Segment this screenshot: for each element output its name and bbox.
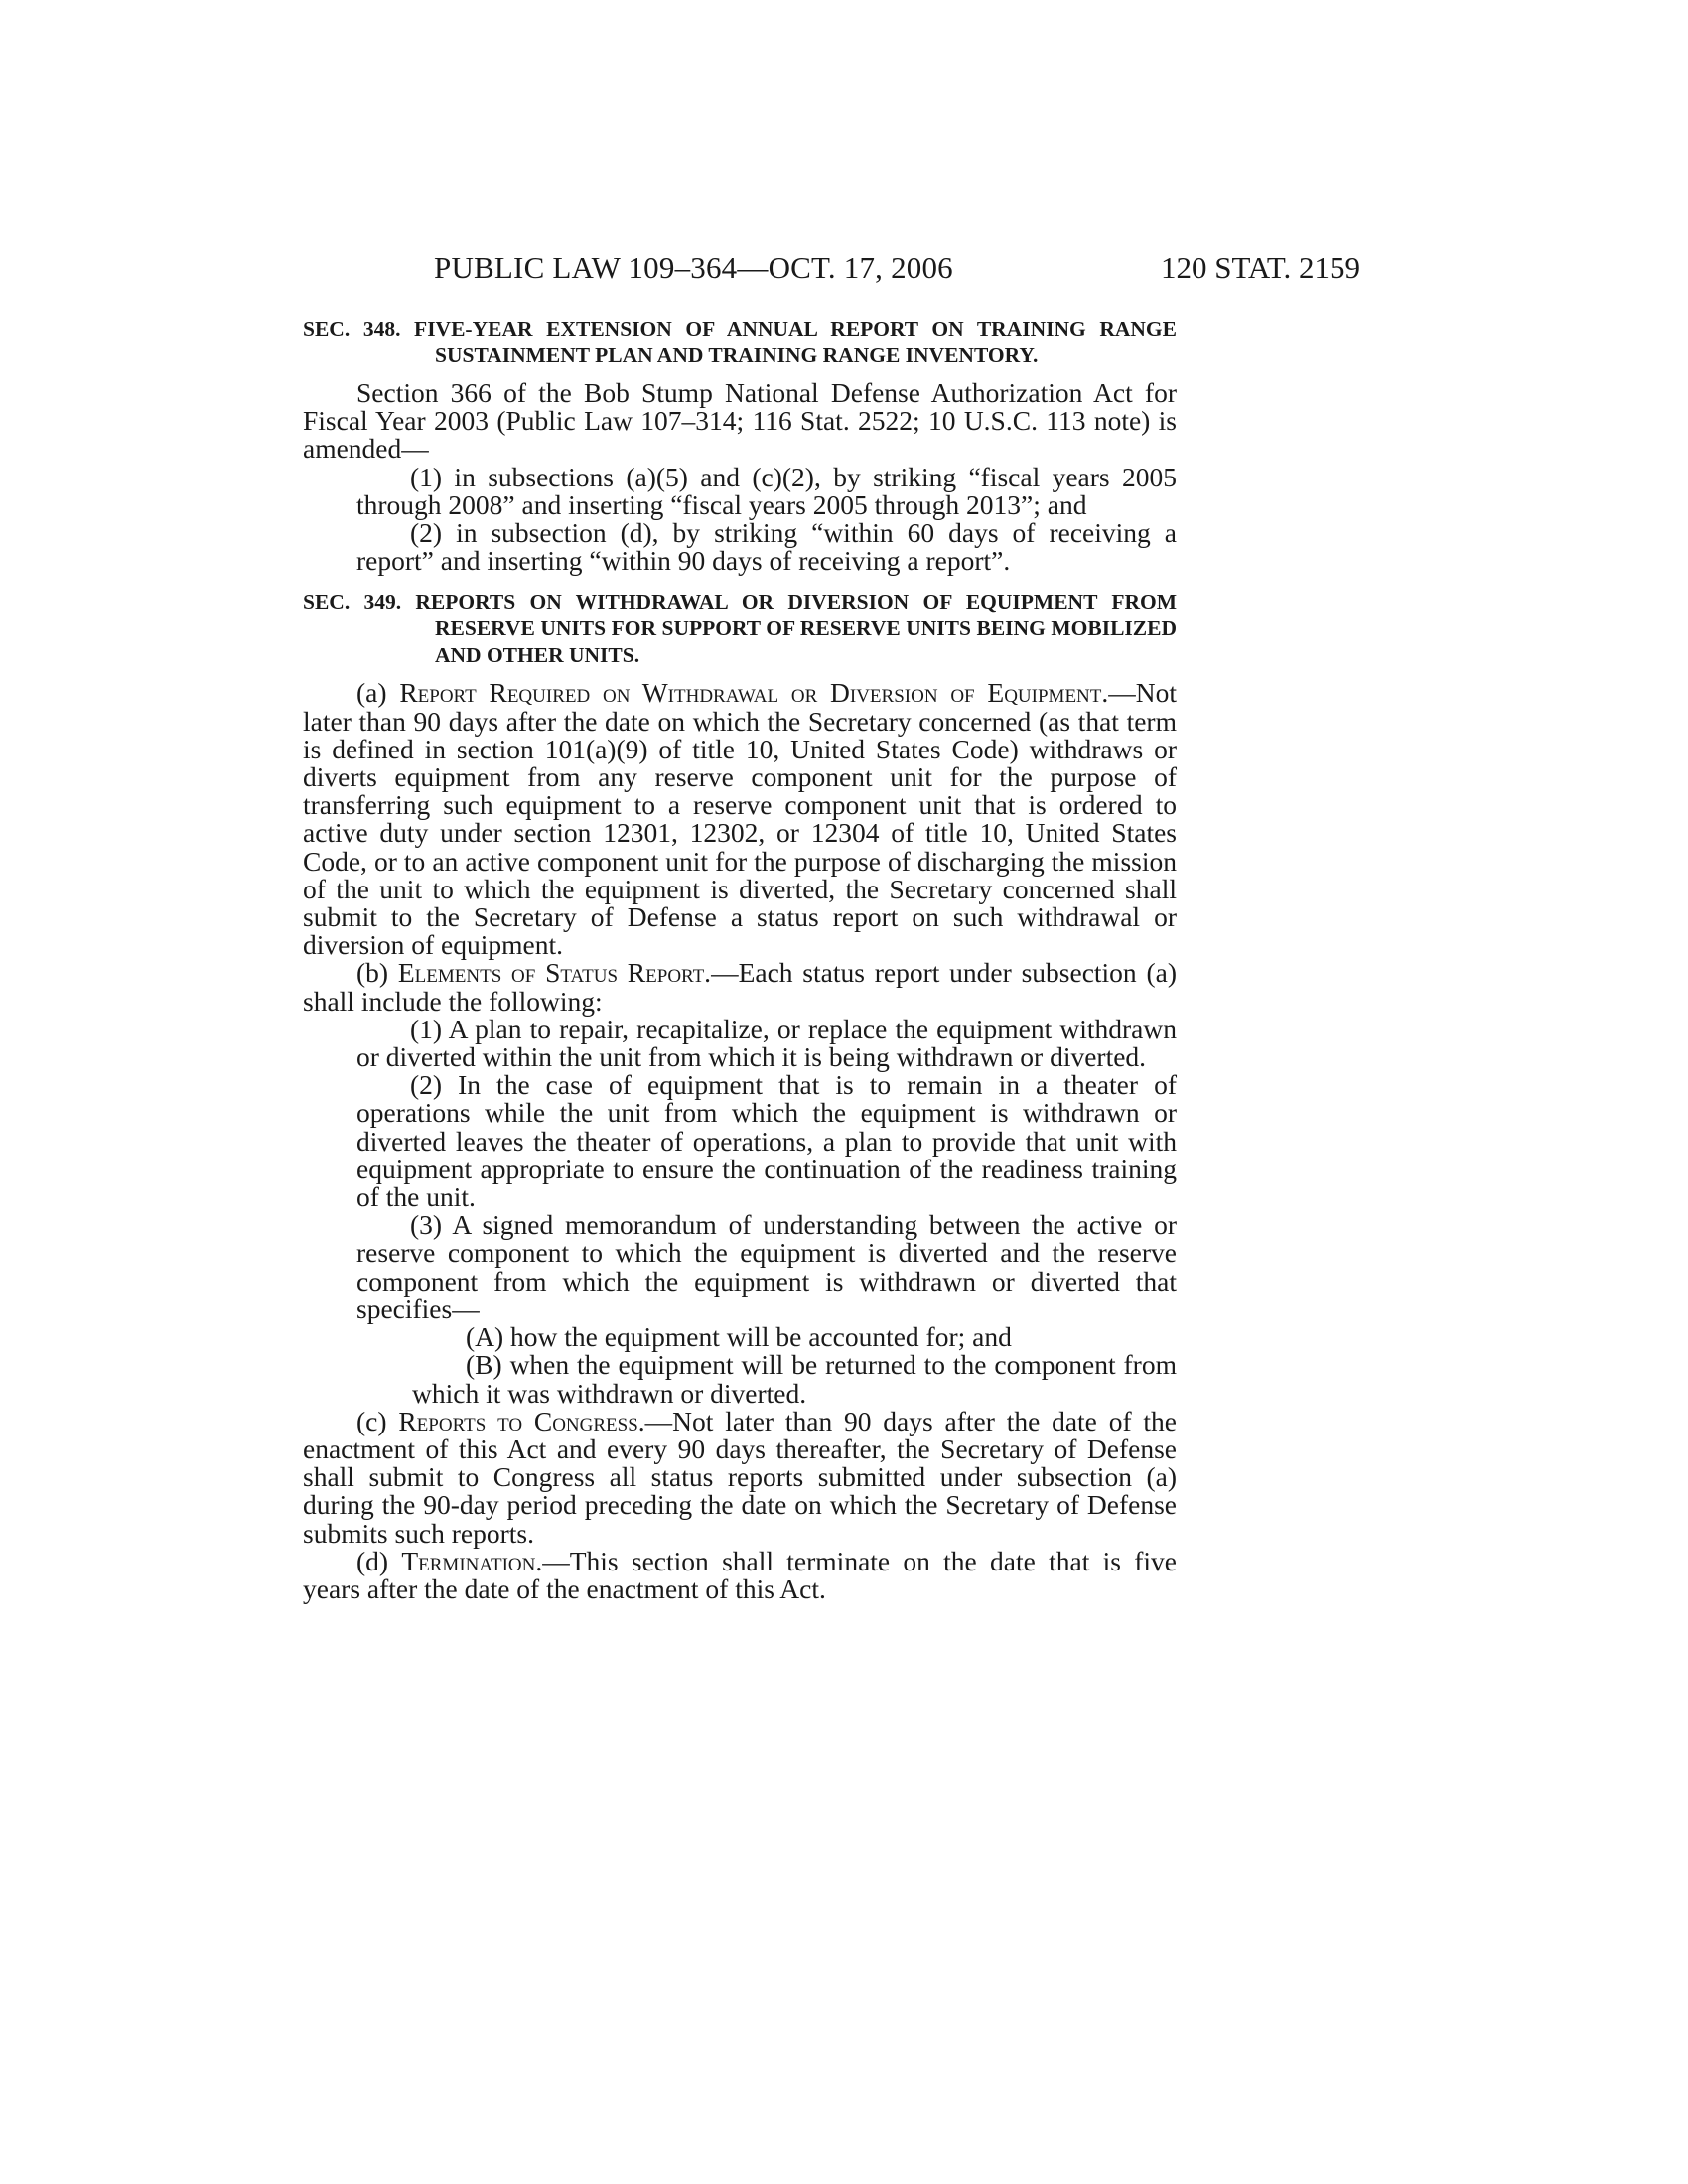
- subsection-c-title: Reports to Congress.: [398, 1405, 645, 1436]
- subsection-b: [303, 959, 1177, 1015]
- subsection-c: [303, 1405, 1177, 1549]
- subparagraph-B: (B) when the equipment will be returned to the component from which it was withdrawn or diverted.: [412, 1349, 1177, 1409]
- subsection-a-title: Report Required on Withdrawal or Diversion of Equipment.: [399, 677, 1109, 709]
- subsection-c-text: —Not later than 90 days after the date of the enactment of this Act and every 90 days thereafter, the Secretary of Defense shall submit to Congress all status reports submitted under subsection (a) during the 90-day period preceding the date on which the Secretary of Defense submits such reports.: [303, 1405, 1177, 1549]
- subsection-b-paragraph-3: (3) A signed memorandum of understanding between the active or reserve component to which the equipment is diverted and the reserve component from which the equipment is withdrawn or diverted that specifies—: [356, 1209, 1177, 1324]
- subsection-b-paragraph-1: (1) A plan to repair, recapitalize, or replace the equipment withdrawn or diverted within the unit from which it is being withdrawn or diverted.: [356, 1013, 1177, 1073]
- subsection-c-label: (c): [356, 1405, 399, 1436]
- document-body: [303, 316, 1177, 1603]
- subsection-b-text: —Each status report under subsection (a) shall include the following:: [303, 957, 1177, 1017]
- section-348-intro: Section 366 of the Bob Stump National Defense Authorization Act for Fiscal Year 2003 (Public Law 107–314; 116 Stat. 2522; 10 U.S.C. 113 note) is amended—: [303, 377, 1177, 465]
- page-header: [0, 250, 1688, 290]
- subsection-d-title: Termination.: [401, 1545, 543, 1576]
- subsection-d-label: (d): [356, 1545, 402, 1576]
- section-349-heading: SEC. 349. REPORTS ON WITHDRAWAL OR DIVERSION OF EQUIPMENT FROM RESERVE UNITS FOR SUPPORT OF RESERVE UNITS BEING MOBILIZED AND OTHER UNITS.: [303, 590, 1177, 668]
- subparagraph-A: (A) how the equipment will be accounted for; and: [466, 1321, 1012, 1353]
- subsection-b-title: Elements of Status Report.: [397, 957, 712, 989]
- section-348-paragraph-2: (2) in subsection (d), by striking “within 60 days of receiving a report” and inserting “within 90 days of receiving a report”.: [356, 517, 1177, 577]
- subsection-a: [303, 679, 1177, 959]
- subsection-a-text: —Not later than 90 days after the date on which the Secretary concerned (as that term is defined in section 101(a)(9) of title 10, United States Code) withdraws or diverts equipment from any reserve component unit for the purpose of transferring such equipment to a reserve component unit that is ordered to active duty under section 12301, 12302, or 12304 of title 10, United States Code, or to an active component unit for the purpose of discharging the mission of the unit to which the equipment is diverted, the Secretary concerned shall submit to the Secretary of Defense a status report on such withdrawal or diversion of equipment.: [303, 677, 1177, 961]
- section-348-paragraph-1: (1) in subsections (a)(5) and (c)(2), by striking “fiscal years 2005 through 2008” and inserting “fiscal years 2005 through 2013”; and: [356, 461, 1177, 520]
- subsection-b-label: (b): [356, 957, 398, 989]
- subsection-b-paragraph-2: (2) In the case of equipment that is to remain in a theater of operations while the unit from which the equipment is withdrawn or diverted leaves the theater of operations, a plan to provide that unit with equipment appropriate to ensure the continuation of the readiness training of the unit.: [356, 1069, 1177, 1213]
- subsection-a-label: (a): [356, 677, 400, 709]
- statute-page-reference: 120 STAT. 2159: [1160, 250, 1360, 285]
- section-348-heading: SEC. 348. FIVE-YEAR EXTENSION OF ANNUAL REPORT ON TRAINING RANGE SUSTAINMENT PLAN AND TRAINING RANGE INVENTORY.: [303, 317, 1177, 367]
- subsection-d: [303, 1545, 1177, 1604]
- public-law-title: PUBLIC LAW 109–364—OCT. 17, 2006: [434, 250, 953, 285]
- subsection-d-text: —This section shall terminate on the date that is five years after the date of the enactment of this Act.: [303, 1545, 1177, 1604]
